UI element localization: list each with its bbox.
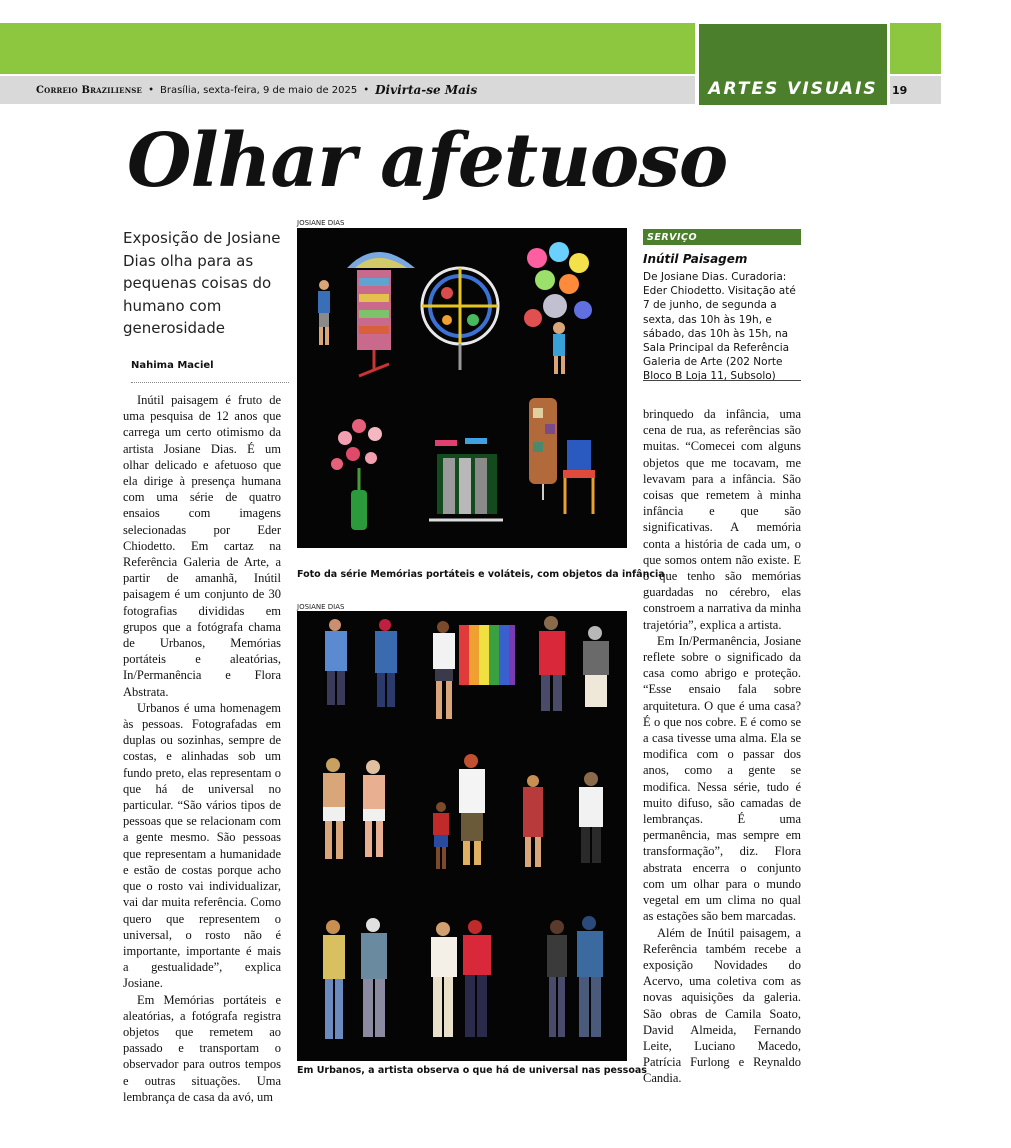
- photo-urbanos-people: [297, 611, 627, 1061]
- newspaper-name: Correio Braziliense: [36, 84, 143, 96]
- paragraph: brinquedo da infância, uma cena de rua, as referências são muitas. “Comecei com alguns objetos que me tocavam, me levavam para a infância. São coisas que remetem à minha infância e que são significativas. A memória conta a história de cada um, o que somos ontem não existe. E o que tenho são memórias guardadas no cérebro, elas constroem a narrativa da minha trajetória”, explica a artista.: [643, 407, 801, 632]
- separator-dot: •: [148, 84, 154, 96]
- service-details: De Josiane Dias. Curadoria: Eder Chiodetto. Visitação até 7 de junho, de segunda a sexta, das 10h às 19h, e sábado, das 10h às 15h, na Sala Principal da Referência Galeria de Arte (202 Norte Bloco B Loja 11, Subsolo): [643, 271, 796, 383]
- byline: Nahima Maciel: [131, 360, 214, 371]
- header-green-bar: [0, 23, 695, 74]
- service-divider: [643, 380, 801, 381]
- service-title: Inútil Paisagem: [643, 252, 748, 266]
- photo-credit: JOSIANE DIAS: [297, 219, 345, 227]
- paragraph: Em Memórias portáteis e aleatórias, a fotógrafa registra objetos que remetem ao passado e transportam o observador para outros tempos e outras situações. Uma lembrança de casa da avó, um: [123, 992, 281, 1104]
- paragraph: Urbanos é uma homenagem às pessoas. Fotografadas em duplas ou sozinhas, sempre de costas, e alinhadas sob um fundo preto, elas representam o que há de universal no particular. “São vários tipos de pessoas que se relacionam com a gente mesmo. São pessoas que representam a humanidade e estão de costas porque acho que o rosto vai individualizar, vai dar muita referência. Como quero que representem o universal, o rosto não é importante, importante é mais a gestualidade”, explica Josiane.: [123, 700, 281, 991]
- paragraph: Em In/Permanência, Josiane reflete sobre o significado da casa como abrigo e proteção. “Esse ensaio fala sobre arquitetura. O que é uma casa? É o que nos cobre. E é como se a casa tivesse uma alma. Ela se modifica com o passar dos anos, como a gente se modifica. Nessa série, tudo é muito difuso, são camadas de lembranças. É uma permanência, mas sempre em transformação”, diz. Flora abstrata encerra o conjunto com um olhar para o mundo vegetal em um clima no qual as estações são bem marcadas.: [643, 633, 801, 924]
- separator-dot: •: [363, 84, 370, 96]
- supplement-name: Divirta-se Mais: [375, 83, 478, 97]
- header-green-bar-right: [890, 23, 941, 74]
- photo-caption: Em Urbanos, a artista observa o que há de universal nas pessoas: [297, 1065, 647, 1076]
- headline: Olhar afetuoso: [127, 118, 728, 204]
- article-column-3: [643, 406, 801, 1087]
- publication-date: Brasília, sexta-feira, 9 de maio de 2025: [160, 84, 358, 96]
- page-number: 19: [892, 83, 908, 97]
- byline-divider: [131, 382, 289, 383]
- publication-info: [36, 76, 477, 104]
- section-label: ARTES VISUAIS: [708, 79, 878, 99]
- paragraph: Além de Inútil paisagem, a Referência também recebe a exposição Novidades do Acervo, uma coletiva com as novas aquisições da galeria. São obras de Camila Soato, David Almeida, Fernando Leite, Luciano Macedo, Patrícia Furlong e Reynaldo Candia.: [643, 925, 801, 1086]
- subheadline: Exposição de Josiane Dias olha para as pequenas coisas do humano com generosidade: [123, 229, 281, 337]
- people-illustration: [297, 611, 627, 1061]
- article-column-1: [123, 392, 281, 1105]
- paragraph: Inútil paisagem é fruto de uma pesquisa de 12 anos que carrega um certo otimismo da artista Josiane Dias. É um olhar delicado e afetuoso que ela dirige à presença humana com uma série de quatro ensaios com imagens selecionadas por Eder Chiodetto. Em cartaz na Referência Galeria de Arte, a partir de amanhã, Inútil paisagem é um conjunto de 30 fotografias divididas em grupos que a fotógrafa chama de Urbanos, Memórias portáteis e aleatórias, In/Permanência e Flora Abstrata.: [123, 393, 281, 699]
- photo-memorias-objects: [297, 228, 627, 548]
- photo-credit: JOSIANE DIAS: [297, 603, 345, 611]
- objects-illustration: [297, 228, 627, 548]
- service-label: SERVIÇO: [643, 229, 801, 245]
- photo-caption: Foto da série Memórias portáteis e voláteis, com objetos da infância: [297, 569, 665, 580]
